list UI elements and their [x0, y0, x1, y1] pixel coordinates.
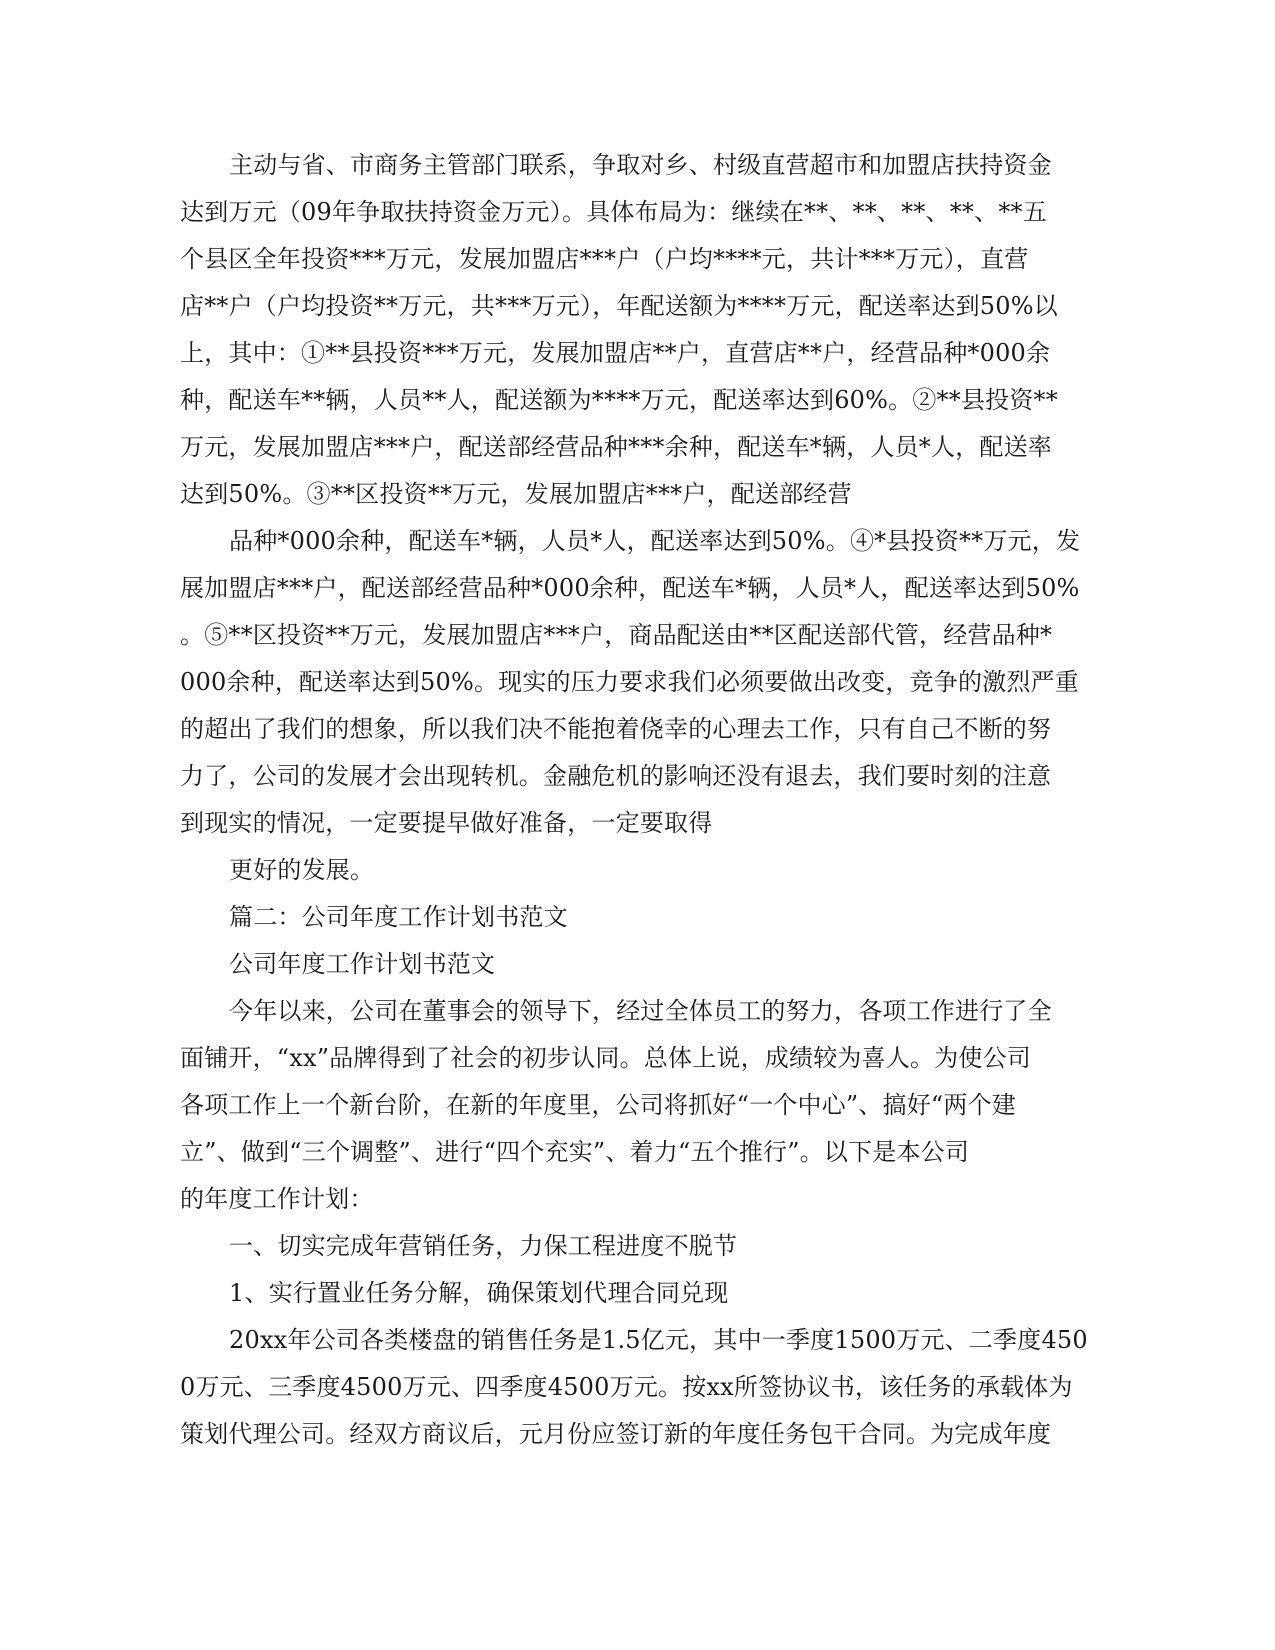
paragraph-line: 20xx年公司各类楼盘的销售任务是1.5亿元，其中一季度1500万元、二季度450 — [229, 1326, 1088, 1354]
paragraph-line: 今年以来，公司在董事会的领导下，经过全体员工的努力，各项工作进行了全 — [229, 997, 1052, 1025]
paragraph-line: 的超出了我们的想象，所以我们决不能抱着侥幸的心理去工作，只有自己不断的努 — [180, 715, 1052, 743]
paragraph-line: 店**户（户均投资**万元，共***万元），年配送额为****万元，配送率达到50%以 — [180, 292, 1058, 320]
paragraph-line: 品种*000余种，配送车*辆，人员*人，配送率达到50%。④*县投资**万元，发 — [229, 527, 1081, 555]
paragraph-line: 展加盟店***户，配送部经营品种*000余种，配送车*辆，人员*人，配送率达到50% — [180, 574, 1080, 602]
paragraph-line: 立”、做到“三个调整”、进行“四个充实”、着力“五个推行”。以下是本公司 — [180, 1138, 970, 1166]
paragraph-line: 主动与省、市商务主管部门联系，争取对乡、村级直营超市和加盟店扶持资金 — [229, 151, 1052, 179]
paragraph-line: 各项工作上一个新台阶，在新的年度里，公司将抓好“一个中心”、搞好“两个建 — [180, 1091, 1017, 1119]
paragraph-line: 种，配送车**辆，人员**人，配送额为****万元，配送率达到60%。②**县投资** — [180, 386, 1058, 414]
paragraph-line: 的年度工作计划： — [180, 1185, 374, 1213]
subsection-heading: 1、实行置业任务分解，确保策划代理合同兑现 — [229, 1279, 729, 1307]
paragraph-line: 更好的发展。 — [229, 856, 375, 884]
paragraph-line: 达到50%。③**区投资**万元，发展加盟店***户，配送部经营 — [180, 480, 852, 508]
paragraph-line: 力了，公司的发展才会出现转机。金融危机的影响还没有退去，我们要时刻的注意 — [180, 762, 1052, 790]
paragraph-line: 。⑤**区投资**万元，发展加盟店***户，商品配送由**区配送部代管，经营品种* — [180, 621, 1053, 649]
document-title: 公司年度工作计划书范文 — [229, 950, 496, 978]
paragraph-line: 上，其中：①**县投资***万元，发展加盟店**户，直营店**户，经营品种*000余 — [180, 339, 1051, 367]
paragraph-line: 0万元、三季度4500万元、四季度4500万元。按xx所签协议书，该任务的承载体为 — [180, 1373, 1073, 1401]
paragraph-line: 个县区全年投资***万元，发展加盟店***户（户均****元，共计***万元），直营 — [180, 245, 1029, 273]
paragraph-line: 面铺开，“xx”品牌得到了社会的初步认同。总体上说，成绩较为喜人。为使公司 — [180, 1044, 1032, 1072]
paragraph-line: 000余种，配送率达到50%。现实的压力要求我们必须要做出改变，竞争的激烈严重 — [180, 668, 1079, 696]
paragraph-line: 达到万元（09年争取扶持资金万元）。具体布局为：继续在**、**、**、**、**五 — [180, 198, 1047, 226]
paragraph-line: 策划代理公司。经双方商议后，元月份应签订新的年度任务包干合同。为完成年度 — [180, 1420, 1052, 1448]
section-heading: 篇二：公司年度工作计划书范文 — [229, 903, 568, 931]
subsection-heading: 一、切实完成年营销任务，力保工程进度不脱节 — [229, 1232, 738, 1260]
paragraph-line: 到现实的情况，一定要提早做好准备，一定要取得 — [180, 809, 713, 837]
paragraph-line: 万元，发展加盟店***户，配送部经营品种***余种，配送车*辆，人员*人，配送率 — [180, 433, 1052, 461]
